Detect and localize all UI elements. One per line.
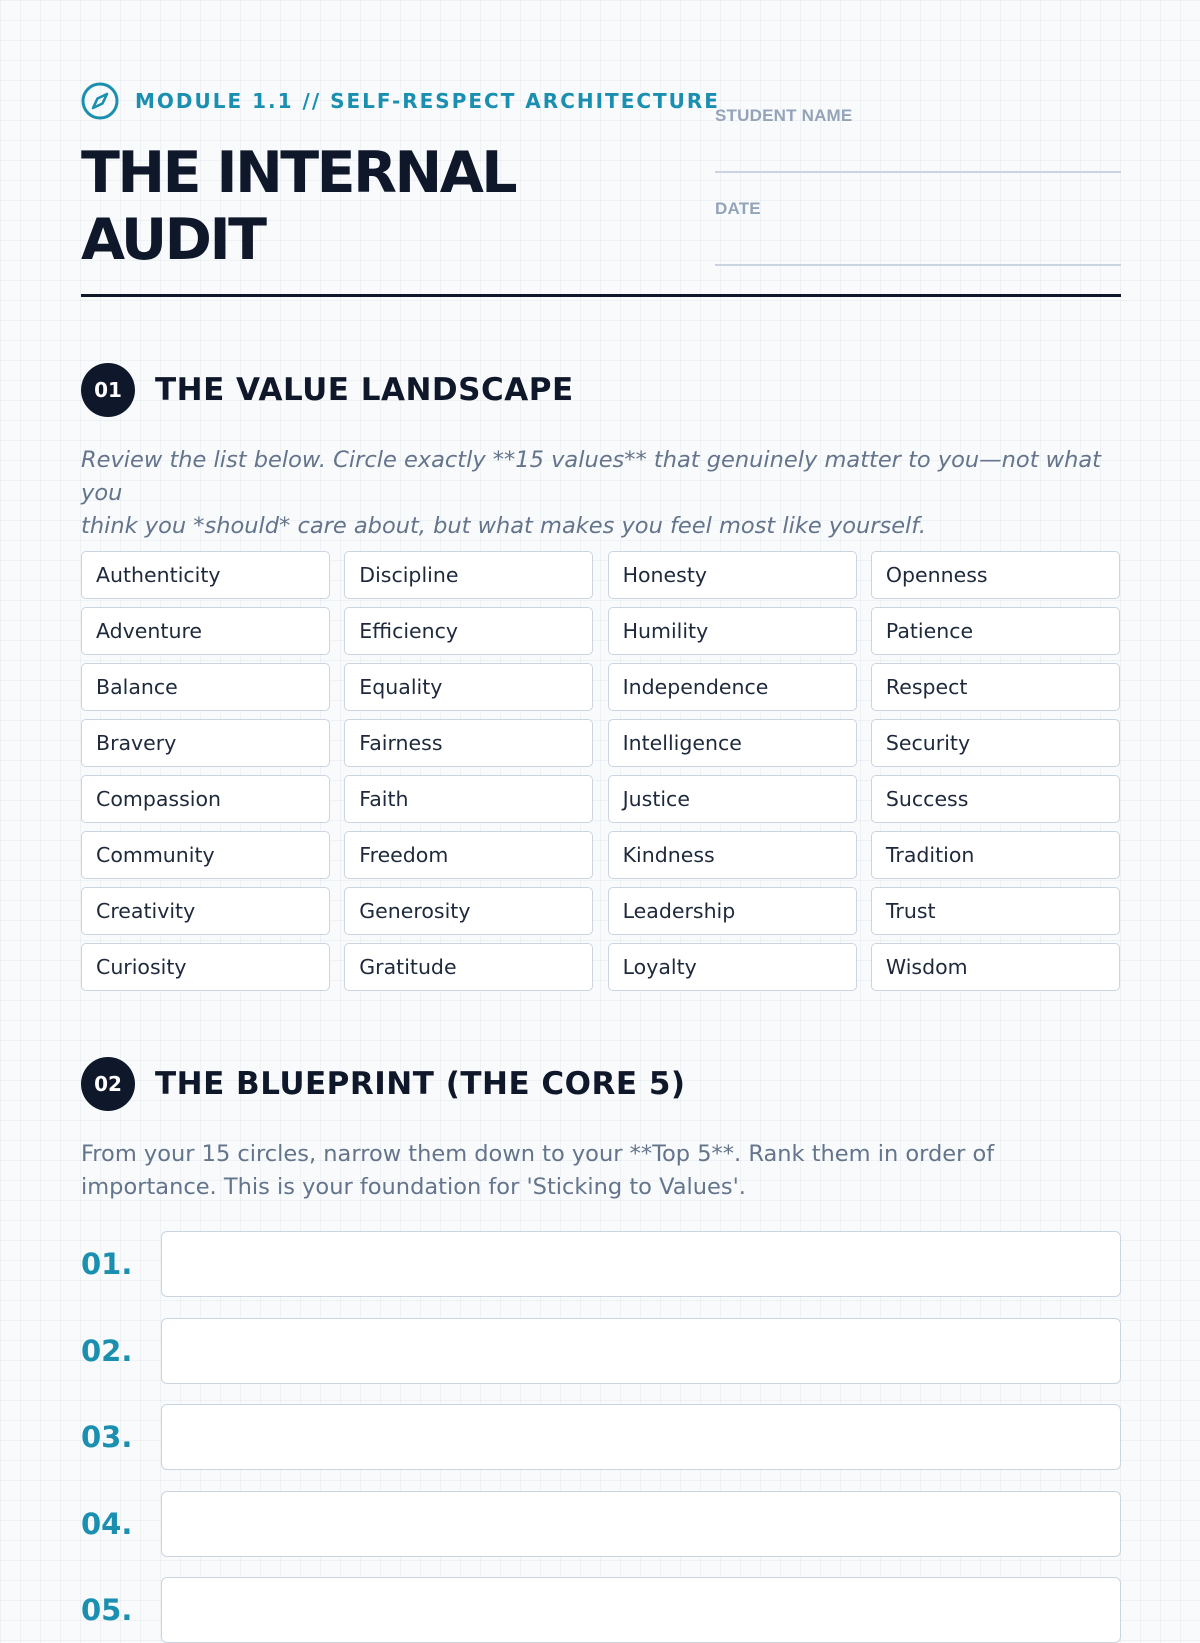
section-2-title: THE BLUEPRINT (THE CORE 5)	[155, 1066, 686, 1102]
value-option[interactable]: Faith	[344, 775, 593, 823]
student-name-input[interactable]	[715, 171, 1121, 173]
value-option[interactable]: Kindness	[608, 831, 857, 879]
value-option[interactable]: Authenticity	[81, 551, 330, 599]
header-divider	[81, 294, 1121, 297]
page-title	[81, 140, 641, 274]
section-2-instructions-line-1: From your 15 circles, narrow them down to your **Top 5**. Rank them in order of	[81, 1141, 995, 1167]
student-name-field	[715, 106, 1121, 126]
student-name-label: STUDENT NAME	[715, 106, 853, 125]
worksheet-page	[81, 0, 1121, 1627]
value-option[interactable]: Leadership	[608, 887, 857, 935]
core-rank-number: 01.	[81, 1247, 133, 1281]
core-value-row	[81, 1577, 1121, 1643]
value-option[interactable]: Equality	[344, 663, 593, 711]
value-option[interactable]: Generosity	[344, 887, 593, 935]
value-option[interactable]: Community	[81, 831, 330, 879]
core-value-row	[81, 1404, 1121, 1470]
compass-icon	[81, 82, 119, 120]
section-2-heading	[81, 1057, 686, 1111]
module-label: MODULE 1.1 // SELF-RESPECT ARCHITECTURE	[135, 89, 720, 113]
value-option[interactable]: Success	[871, 775, 1120, 823]
value-option[interactable]: Loyalty	[608, 943, 857, 991]
section-2-instructions-line-2: importance. This is your foundation for 'Sticking to Values'.	[81, 1174, 746, 1200]
section-2-instructions	[81, 1138, 1121, 1204]
section-1-number: 01	[81, 363, 135, 417]
value-option[interactable]: Creativity	[81, 887, 330, 935]
title-line-1: THE INTERNAL	[81, 140, 516, 206]
value-option[interactable]: Freedom	[344, 831, 593, 879]
value-option[interactable]: Balance	[81, 663, 330, 711]
value-option[interactable]: Curiosity	[81, 943, 330, 991]
value-option[interactable]: Honesty	[608, 551, 857, 599]
core-rank-number: 04.	[81, 1506, 133, 1541]
core-value-row	[81, 1231, 1121, 1297]
value-option[interactable]: Tradition	[871, 831, 1120, 879]
section-1-instructions-line-1: Review the list below. Circle exactly **15 values** that genuinely matter to you—not what you	[81, 447, 1101, 506]
value-option[interactable]: Trust	[871, 887, 1120, 935]
value-option[interactable]: Adventure	[81, 607, 330, 655]
date-input[interactable]	[715, 264, 1121, 266]
core-value-input[interactable]	[161, 1577, 1121, 1643]
date-label: DATE	[715, 199, 761, 218]
module-line	[81, 82, 720, 120]
core-value-input[interactable]	[161, 1404, 1121, 1470]
core-value-input[interactable]	[161, 1231, 1121, 1297]
section-1-instructions	[81, 444, 1121, 543]
value-option[interactable]: Respect	[871, 663, 1120, 711]
core-value-input[interactable]	[161, 1491, 1121, 1557]
value-option[interactable]: Bravery	[81, 719, 330, 767]
value-option[interactable]: Humility	[608, 607, 857, 655]
core-rank-number: 05.	[81, 1593, 133, 1627]
value-option[interactable]: Justice	[608, 775, 857, 823]
value-option[interactable]: Efficiency	[344, 607, 593, 655]
section-1-instructions-line-2: think you *should* care about, but what makes you feel most like yourself.	[81, 513, 926, 539]
section-2-number: 02	[81, 1057, 135, 1111]
value-option[interactable]: Compassion	[81, 775, 330, 823]
value-option[interactable]: Intelligence	[608, 719, 857, 767]
core-value-row	[81, 1318, 1121, 1384]
value-option[interactable]: Discipline	[344, 551, 593, 599]
value-option[interactable]: Security	[871, 719, 1120, 767]
value-option[interactable]: Wisdom	[871, 943, 1120, 991]
value-option[interactable]: Patience	[871, 607, 1120, 655]
section-1-heading	[81, 363, 574, 417]
core-value-row	[81, 1491, 1121, 1557]
value-option[interactable]: Gratitude	[344, 943, 593, 991]
section-1-title: THE VALUE LANDSCAPE	[155, 372, 574, 408]
values-grid	[81, 551, 1121, 991]
core-rank-number: 03.	[81, 1420, 133, 1454]
value-option[interactable]: Openness	[871, 551, 1120, 599]
value-option[interactable]: Fairness	[344, 719, 593, 767]
worksheet-header	[81, 78, 1121, 298]
core-rank-number: 02.	[81, 1333, 133, 1368]
date-field	[715, 199, 1121, 219]
core-value-input[interactable]	[161, 1318, 1121, 1384]
title-line-2: AUDIT	[81, 207, 265, 273]
value-option[interactable]: Independence	[608, 663, 857, 711]
